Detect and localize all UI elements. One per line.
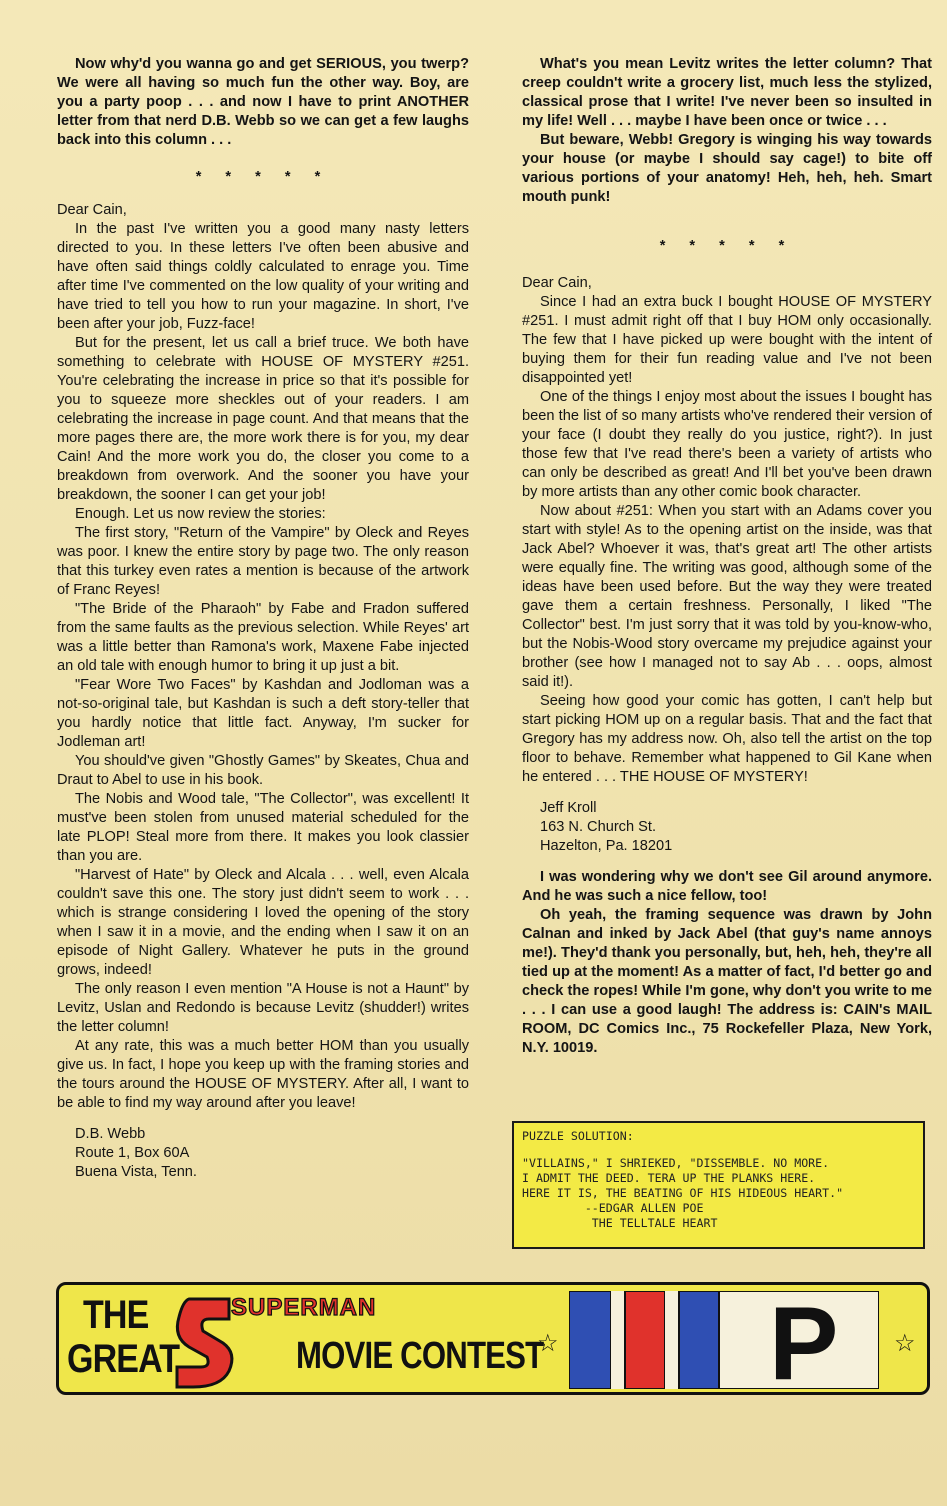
editor-intro: Now why'd you wanna go and get SERIOUS, you twerp? We were all having so much fun the other way. Boy, are you a party poop . . . and now I have to print ANOTHER letter from that nerd D.B. Webb so we can get a few laughs back into this column . . . — [57, 56, 469, 148]
letter-paragraph: Now about #251: When you start with an Adams cover you start with style! As to the opening artist on the inside, was that Jack Abel? Whoever it was, that's great art! The other artists were equally fine. The writing was good, although some of the ideas have been used before. But the way they were treated gave them a certain freshness. Personally, I liked "The Collector" best. I'm just sorry that it was told by you-know-who, but the Nobis-Wood story overcame my prejudice against your brother (see how I managed not to say Ab . . . oops, almost said it!). — [522, 503, 932, 690]
letter-paragraph: The first story, "Return of the Vampire" by Oleck and Reyes was poor. I knew the entire story by page two. The only reason that this turkey even rates a mention is because of the artwork of Franc Reyes! — [57, 525, 469, 598]
signature-address: 163 N. Church St. — [540, 819, 656, 835]
superman-contest-banner — [56, 1282, 930, 1395]
star-icon: ☆ — [537, 1330, 559, 1357]
white-stripe — [665, 1291, 679, 1389]
superman-wordmark: SUPERMAN — [231, 1294, 377, 1321]
red-stripe — [625, 1291, 665, 1389]
puzzle-line: THE TELLTALE HEART — [522, 1216, 718, 1230]
puzzle-line: HERE IT IS, THE BEATING OF HIS HIDEOUS HEART." — [522, 1186, 844, 1200]
banner-the: THE — [83, 1293, 149, 1337]
letter-paragraph: "Harvest of Hate" by Oleck and Alcala . . . well, even Alcala couldn't save this one. The story just didn't seem to work . . . which is strange considering I loved the opening of the story when I saw it in a movie, and the ending when I saw it on an episode of Night Gallery. Whatever he puts in the ground grows, indeed! — [57, 867, 469, 978]
blue-stripe — [679, 1291, 719, 1389]
blue-stripe — [569, 1291, 611, 1389]
banner-movie-contest: MOVIE CONTEST — [296, 1335, 544, 1377]
puzzle-line: --EDGAR ALLEN POE — [522, 1201, 704, 1215]
editor-closing: I was wondering why we don't see Gil around anymore. And he was such a nice fellow, too! — [522, 869, 932, 904]
letter-paragraph: Enough. Let us now review the stories: — [75, 506, 326, 522]
letter-paragraph: You should've given "Ghostly Games" by Skeates, Chua and Draut to Abel to use in his book. — [57, 753, 469, 788]
puzzle-title: PUZZLE SOLUTION: — [522, 1129, 634, 1143]
letter-paragraph: The only reason I even mention "A House is not a Haunt" by Levitz, Uslan and Redondo is because Levitz (shudder!) writes the letter column! — [57, 981, 469, 1035]
letter-paragraph: In the past I've written you a good many nasty letters directed to you. In these letters I've often been abusive and have often said things coldly calculated to enrage you. Time after time I've commented on the low quality of your writing and have tried to tell you how to run your magazine. In short, I've been after your job, Fuzz-face! — [57, 221, 469, 332]
signature-city: Hazelton, Pa. 18201 — [540, 838, 673, 854]
editor-reply: What's you mean Levitz writes the letter column? That creep couldn't write a grocery list, much less the stylized, classical prose that I write! I've never been so insulted in my life! Well . . . maybe I have been once or twice . . . — [522, 56, 932, 129]
p-letter-logo: P — [769, 1291, 839, 1389]
puzzle-solution-box — [512, 1121, 925, 1249]
letter-salutation: Dear Cain, — [57, 202, 127, 218]
letter-paragraph: Since I had an extra buck I bought HOUSE OF MYSTERY #251. I must admit right off that I buy HOM only occasionally. The few that I have picked up were bought with the intent of buying them for their fun reading value and I've not been disappointed yet! — [522, 294, 932, 386]
editor-closing: Oh yeah, the framing sequence was drawn by John Calnan and inked by Jack Abel (that guy's name annoys me!). They'd thank you personally, but, heh, heh, they're all tied up at the moment! As a matter of fact, I'd better go and check the ropes! While I'm gone, why don't you write to me . . . I can use a good laugh! The address is: CAIN's MAIL ROOM, DC Comics Inc., 75 Rockefeller Plaza, New York, N.Y. 10019. — [522, 907, 932, 1056]
letter-paragraph: The Nobis and Wood tale, "The Collector", was excellent! It must've been stolen from unused material scheduled for the late PLOP! Steal more from there. It makes you look classier than you are. — [57, 791, 469, 864]
striped-p-logo — [569, 1291, 879, 1389]
letter-salutation: Dear Cain, — [522, 275, 592, 291]
separator-stars: * * * * * — [195, 169, 331, 185]
superman-s-shape — [177, 1299, 232, 1387]
banner-great: GREAT — [67, 1337, 180, 1381]
letter-paragraph: Seeing how good your comic has gotten, I can't help but start picking HOM up on a regular basis. That and the fact that Gregory has my address now. Oh, also tell the artist on the top floor to behave. Remember what happened to Gil Kane when he entered . . . THE HOUSE OF MYSTERY! — [522, 693, 932, 785]
signature-city: Buena Vista, Tenn. — [75, 1164, 197, 1180]
star-icon: ☆ — [894, 1330, 916, 1357]
signature-address: Route 1, Box 60A — [75, 1145, 190, 1161]
letter-paragraph: But for the present, let us call a brief truce. We both have something to celebrate with HOUSE OF MYSTERY #251. You're celebrating the increase in price so that it's possible for you to squeeze more sheckles out of your readers. I am celebrating the increase in page count. And that means that the more pages there are, the more work there is for you, my dear Cain! And the more work you do, the closer you come to a breakdown from overwork. And the sooner you have your breakdown, the sooner I can get your job! — [57, 335, 469, 503]
signature-name: Jeff Kroll — [540, 800, 597, 816]
letter-paragraph: One of the things I enjoy most about the issues I bought has been the list of so many artists who've rendered their version of your face (I doubt they really do you justice, right?). In just those few that I've read there's been a variety of artists who can only be described as great! And I'll bet you've been drawn by more artists than any other comic book character. — [522, 389, 932, 500]
editor-reply: But beware, Webb! Gregory is winging his way towards your house (or maybe I should say cage!) to bite off various portions of your anatomy! Heh, heh, heh. Smart mouth punk! — [522, 132, 932, 205]
separator-stars: * * * * * — [659, 238, 795, 254]
white-stripe — [611, 1291, 625, 1389]
letter-paragraph: "Fear Wore Two Faces" by Kashdan and Jodloman was a not-so-original tale, but Kashdan is such a deft story-teller that you hardly notice that little fact. Anyway, I'm sucker for Jodleman art! — [57, 677, 469, 750]
puzzle-line: "VILLAINS," I SHRIEKED, "DISSEMBLE. NO MORE. — [522, 1156, 830, 1170]
letter-paragraph: "The Bride of the Pharaoh" by Fabe and Fradon suffered from the same faults as the previous selection. While Reyes' art was a little better than Ramona's work, Maxene Fabe injected an old tale with enough humor to bring it up just a bit. — [57, 601, 469, 674]
letter-paragraph: At any rate, this was a much better HOM than you usually give us. In fact, I hope you keep up with the framing stories and the tours around the HOUSE OF MYSTERY. After all, I want to be able to find my way around after you leave! — [57, 1038, 469, 1111]
puzzle-line: I ADMIT THE DEED. TERA UP THE PLANKS HERE. — [522, 1171, 816, 1185]
signature-name: D.B. Webb — [75, 1126, 146, 1142]
right-column — [522, 55, 932, 1058]
left-column — [57, 55, 469, 1182]
